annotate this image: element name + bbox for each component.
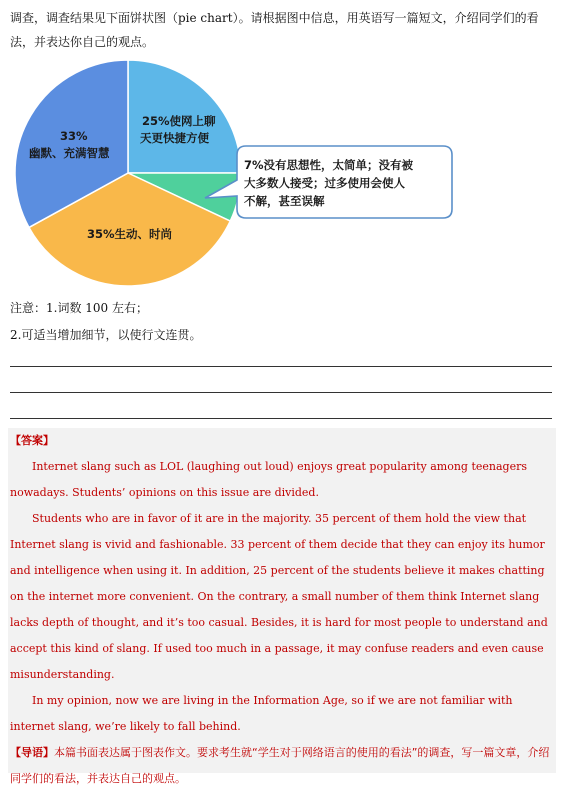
- slice-label-7-line2: 大多数人接受；过多使用会使人: [244, 176, 405, 190]
- answer-line: [10, 418, 552, 419]
- pie-chart-svg: [0, 58, 567, 298]
- answer-line: [10, 366, 552, 367]
- answer-paragraph-3: In my opinion, now we are living in the Information Age, so if we are not familiar with internet slang, we’re likely to fall behind.: [10, 694, 513, 733]
- answer-section: [8, 428, 556, 785]
- intro-text: 调查，调查结果见下面饼状图（pie chart）。请根据图中信息，用英语写一篇短文，介绍同学们的看法，并表达你自己的观点。: [10, 11, 539, 49]
- note-line-2: 2.可适当增加细节，以使行文连贯。: [10, 328, 202, 342]
- slice-label-25-line2: 天更快捷方便: [140, 131, 209, 145]
- answer-tag: 【答案】: [10, 434, 54, 447]
- slice-label-7-line1: 7%没有思想性，太简单；没有被: [244, 158, 414, 172]
- guide-tag: 【导语】: [10, 746, 54, 759]
- slice-label-33-line2: 幽默、充满智慧: [29, 146, 110, 160]
- answer-paragraph-2: Students who are in favor of it are in the majority. 35 percent of them hold the view that Internet slang is vivid and fashionable. 33 percent of them decide that they can enjoy its humor and intelligence when using it. In addition, 25 percent of the students believe it makes chatting on the internet more convenient. On the contrary, a small number of them think Internet slang lacks depth of thought, and it’s too casual. Besides, it is hard for most people to understand and accept this kind of slang. If used too much in a passage, it may confuse readers and even cause misunderstanding.: [10, 512, 548, 681]
- slice-label-35: 35%生动、时尚: [87, 227, 173, 241]
- answer-paragraph-1: Internet slang such as LOL (laughing out loud) enjoys great popularity among teenagers nowadays. Students’ opinions on this issue are divided.: [10, 460, 527, 499]
- guide-paragraph: [10, 740, 554, 792]
- note-line-1: 注意：1.词数 100 左右；: [10, 301, 148, 315]
- slice-label-25-line1: 25%使网上聊: [142, 114, 216, 128]
- slice-label-7-line3: 不解，甚至误解: [244, 194, 325, 208]
- pie-chart: [0, 58, 567, 298]
- answer-line: [10, 392, 552, 393]
- slice-label-33-line1: 33%: [60, 129, 88, 143]
- guide-text: 本篇书面表达属于图表作文。要求考生就“学生对于网络语言的使用的看法”的调查，写一篇文章，介绍同学们的看法，并表达自己的观点。: [10, 746, 550, 785]
